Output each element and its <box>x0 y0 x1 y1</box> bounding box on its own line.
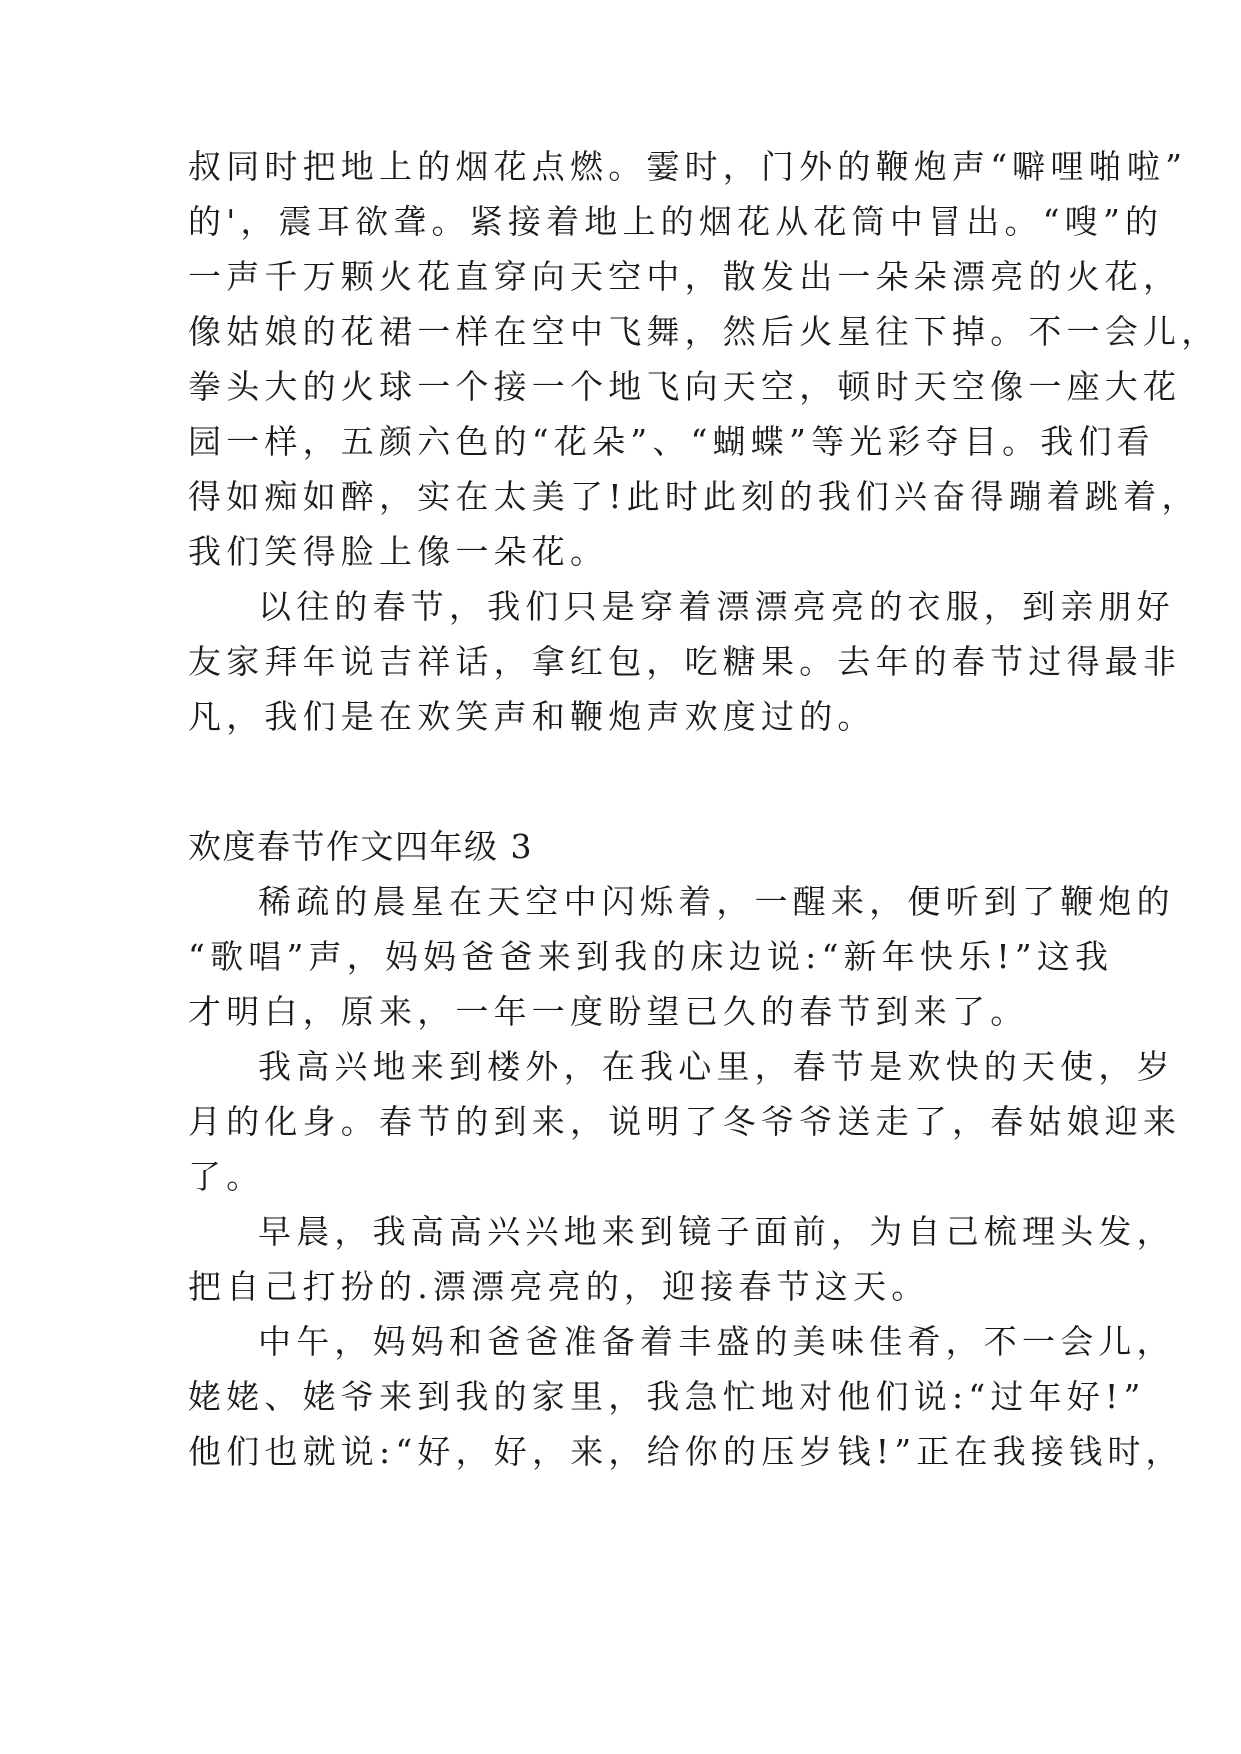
text-line: 月的化身。春节的到来，说明了冬爷爷送走了，春姑娘迎来 <box>188 1102 1182 1141</box>
text-line: 了。 <box>188 1157 265 1196</box>
text-line: “歌唱”声，妈妈爸爸来到我的床边说:“新年快乐!”这我 <box>188 937 1114 976</box>
text-line: 才明白，原来，一年一度盼望已久的春节到来了。 <box>188 992 1029 1031</box>
paragraph-first-line: 以往的春节，我们只是穿着漂漂亮亮的衣服，到亲朋好 <box>258 587 1175 626</box>
text-line: 园一样，五颜六色的“花朵”、“蝴蝶”等光彩夺目。我们看 <box>188 422 1155 461</box>
text-line: 一声千万颗火花直穿向天空中，散发出一朵朵漂亮的火花， <box>188 257 1182 296</box>
text-line: 把自己打扮的.漂漂亮亮的，迎接春节这天。 <box>188 1267 930 1306</box>
text-line: 像姑娘的花裙一样在空中飞舞，然后火星往下掉。不一会儿， <box>188 312 1220 351</box>
section-heading: 欢度春节作文四年级 3 <box>188 827 533 866</box>
text-line: 拳头大的火球一个接一个地飞向天空，顿时天空像一座大花 <box>188 367 1182 406</box>
paragraph-first-line: 中午，妈妈和爸爸准备着丰盛的美味佳肴，不一会儿， <box>258 1322 1175 1361</box>
text-line: 凡，我们是在欢笑声和鞭炮声欢度过的。 <box>188 697 876 736</box>
text-line: 叔同时把地上的烟花点燃。霎时，门外的鞭炮声“噼哩啪啦” <box>188 147 1188 186</box>
text-line: 姥姥、姥爷来到我的家里，我急忙地对他们说:“过年好!” <box>188 1377 1146 1416</box>
text-line: 友家拜年说吉祥话，拿红包，吃糖果。去年的春节过得最非 <box>188 642 1182 681</box>
text-line: 的'，震耳欲聋。紧接着地上的烟花从花筒中冒出。“嗖”的 <box>188 202 1164 241</box>
paragraph-first-line: 我高兴地来到楼外，在我心里，春节是欢快的天使，岁 <box>258 1047 1175 1086</box>
paragraph-first-line: 早晨，我高高兴兴地来到镜子面前，为自己梳理头发， <box>258 1212 1175 1251</box>
text-line: 得如痴如醉，实在太美了!此时此刻的我们兴奋得蹦着跳着， <box>188 477 1200 516</box>
text-line: 他们也就说:“好，好，来，给你的压岁钱!”正在我接钱时， <box>188 1432 1184 1471</box>
text-line: 我们笑得脸上像一朵花。 <box>188 532 609 571</box>
paragraph-first-line: 稀疏的晨星在天空中闪烁着，一醒来，便听到了鞭炮的 <box>258 882 1175 921</box>
